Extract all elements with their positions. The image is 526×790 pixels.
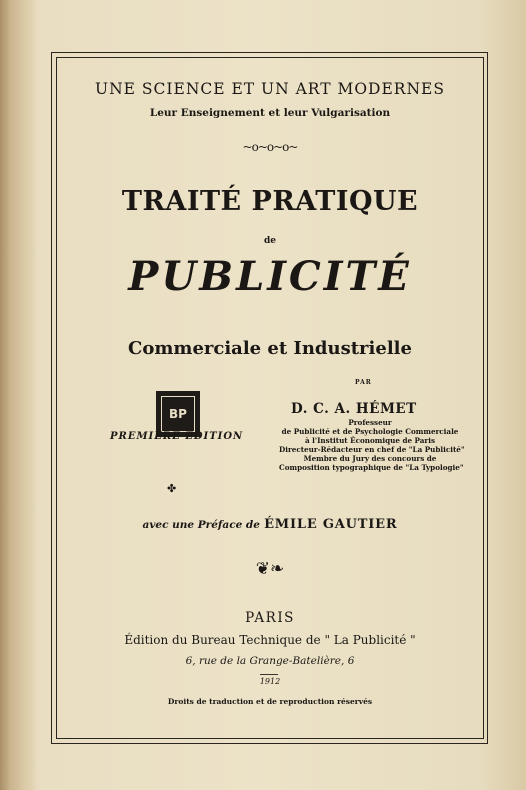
series-heading: UNE SCIENCE ET UN ART MODERNES — [95, 80, 445, 98]
imprint-publisher: Édition du Bureau Technique de " La Publicité " — [124, 633, 416, 647]
edition-label: PREMIÈRE ÉDITION — [110, 431, 244, 442]
title-line: TRAITÉ PRATIQUE — [121, 186, 419, 217]
author-name: D. C. A. HÉMET — [291, 401, 417, 417]
rights-notice: Droits de traduction et de reproduction réservés — [167, 697, 373, 706]
main-title: PUBLICITÉ — [128, 253, 412, 300]
ornament-swirl-icon: ~o~o~o~ — [242, 140, 298, 154]
title-de: de — [263, 236, 277, 246]
divider — [260, 674, 278, 675]
ornament-flower-icon: ✤ — [167, 482, 177, 495]
author-credential: Membre du Jury des concours de — [303, 454, 437, 463]
subtitle: Commerciale et Industrielle — [128, 338, 412, 359]
series-subheading: Leur Enseignement et leur Vulgarisation — [149, 107, 391, 119]
author-credential: Professeur — [348, 418, 392, 427]
par-label: PAR — [355, 379, 372, 386]
imprint-year: 1912 — [259, 677, 281, 686]
preface-line — [56, 517, 484, 532]
imprint-city: PARIS — [245, 610, 295, 626]
page-gutter — [0, 0, 36, 790]
preface-author: ÉMILE GAUTIER — [264, 517, 398, 532]
author-credential: de Publicité et de Psychologie Commerciale — [281, 427, 459, 436]
ornament-scroll-icon: ❦❧ — [255, 559, 285, 579]
author-credential: Directeur-Rédacteur en chef de "La Publicité" — [279, 445, 465, 454]
preface-intro: avec une Préface de — [142, 519, 260, 531]
author-credential: à l'Institut Économique de Paris — [304, 436, 435, 445]
author-credential: Composition typographique de "La Typologie" — [279, 463, 464, 472]
logo-text: BP — [169, 407, 187, 421]
imprint-address: 6, rue de la Grange-Batelière, 6 — [185, 655, 355, 667]
